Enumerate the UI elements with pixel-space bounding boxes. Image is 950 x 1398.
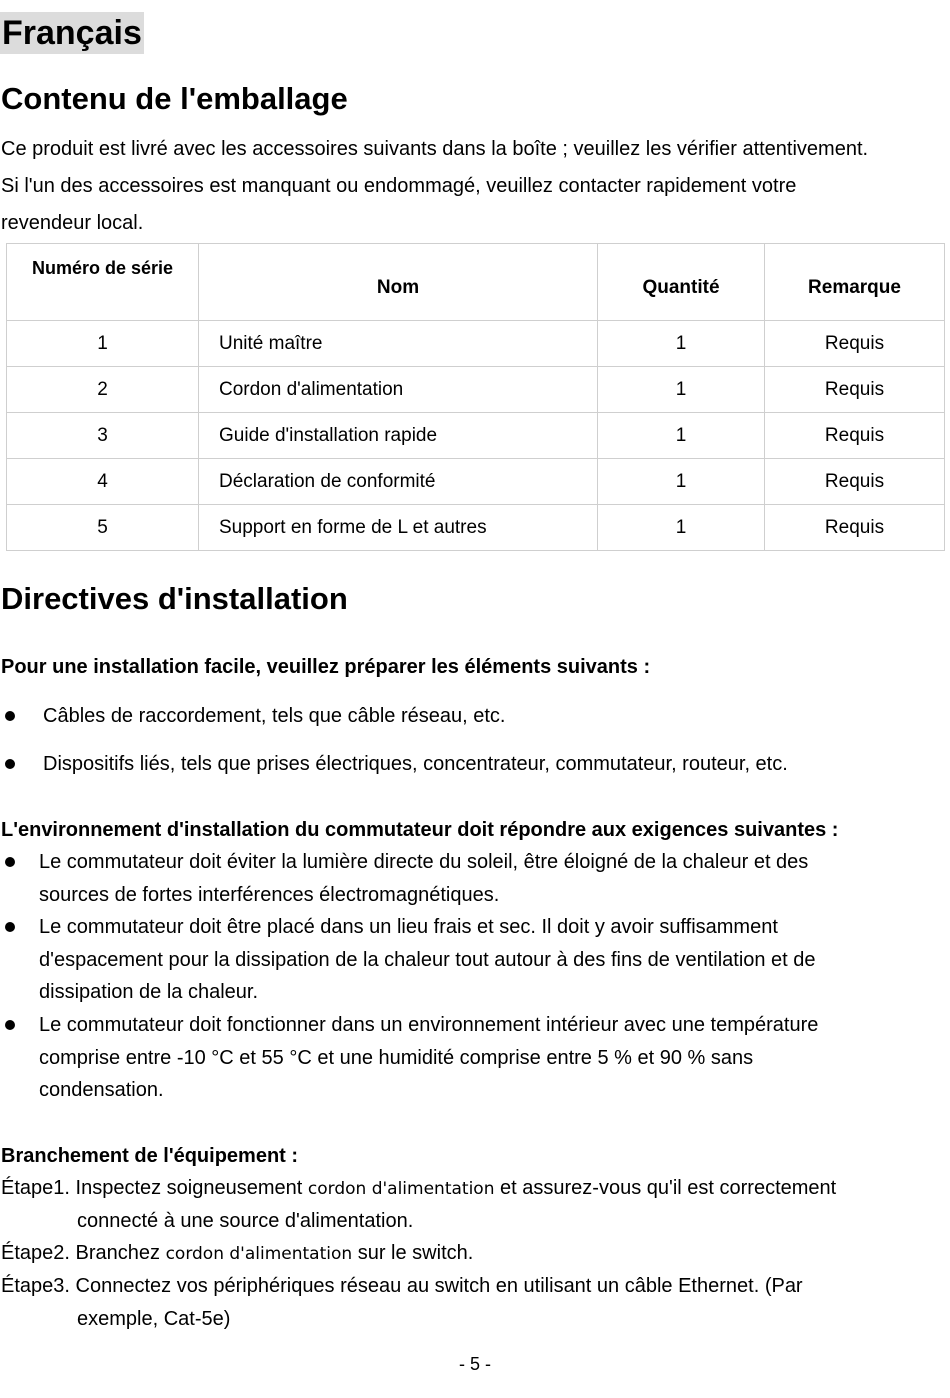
step-label: Étape3.	[1, 1275, 70, 1297]
cell-quantity: 1	[598, 321, 765, 367]
step-term: cordon d'alimentation	[165, 1244, 353, 1264]
environment-item-line: dissipation de la chaleur.	[39, 981, 259, 1003]
cell-quantity: 1	[598, 505, 765, 551]
step-label: Étape1.	[1, 1177, 70, 1199]
step-text: Inspectez soigneusement	[75, 1177, 303, 1199]
step-1	[1, 1172, 836, 1206]
intro-line: revendeur local.	[1, 212, 144, 234]
bullet-icon	[5, 759, 15, 769]
column-header-remark: Remarque	[765, 244, 945, 321]
package-contents-table	[6, 243, 945, 551]
preparation-item: Dispositifs liés, tels que prises électriques, concentrateur, commutateur, routeur, etc.	[43, 753, 788, 775]
language-heading: Français	[2, 14, 142, 52]
table-header-row	[7, 244, 945, 321]
column-header-name: Nom	[199, 244, 598, 321]
bullet-icon	[5, 922, 15, 932]
cell-serial-number: 5	[7, 505, 199, 551]
table-row	[7, 321, 945, 367]
package-intro	[1, 131, 946, 242]
cell-name: Cordon d'alimentation	[199, 367, 598, 413]
environment-heading: L'environnement d'installation du commutateur doit répondre aux exigences suivantes :	[1, 819, 839, 841]
preparation-item: Câbles de raccordement, tels que câble réseau, etc.	[43, 705, 506, 727]
environment-item	[39, 911, 919, 1009]
step-label: Étape2.	[1, 1242, 70, 1264]
environment-item-line: d'espacement pour la dissipation de la chaleur tout autour à des fins de ventilation et de	[39, 948, 816, 971]
environment-item-line: Le commutateur doit être placé dans un lieu frais et sec. Il doit y avoir suffisamment	[39, 916, 778, 938]
intro-line: Si l'un des accessoires est manquant ou endommagé, veuillez contacter rapidement votre	[1, 175, 797, 197]
step-text: sur le switch.	[357, 1242, 474, 1264]
cell-serial-number: 2	[7, 367, 199, 413]
step-1-continuation: connecté à une source d'alimentation.	[77, 1210, 414, 1232]
cell-serial-number: 1	[7, 321, 199, 367]
environment-item-line: comprise entre -10 °C et 55 °C et une humidité comprise entre 5 % et 90 % sans	[39, 1046, 754, 1069]
step-3	[1, 1270, 803, 1303]
page-number: - 5 -	[458, 1354, 491, 1374]
cell-quantity: 1	[598, 459, 765, 505]
installation-guidelines-title: Directives d'installation	[1, 581, 348, 616]
intro-line: Ce produit est livré avec les accessoires suivants dans la boîte ; veuillez les vérifier attentivement.	[1, 138, 869, 160]
cell-remark: Requis	[765, 413, 945, 459]
cell-quantity: 1	[598, 367, 765, 413]
step-text: Connectez vos périphériques réseau au switch en utilisant un câble Ethernet. (Par	[75, 1275, 803, 1297]
cell-serial-number: 3	[7, 413, 199, 459]
environment-item	[39, 1009, 919, 1107]
bullet-icon	[5, 711, 15, 721]
environment-item	[39, 846, 919, 911]
step-text: et assurez-vous qu'il est correctement	[500, 1177, 837, 1199]
table-row	[7, 367, 945, 413]
cell-remark: Requis	[765, 321, 945, 367]
column-header-serial-number: Numéro de série	[7, 244, 199, 321]
connection-heading: Branchement de l'équipement :	[1, 1145, 299, 1167]
bullet-icon	[5, 857, 15, 867]
cell-remark: Requis	[765, 367, 945, 413]
environment-item-line: Le commutateur doit fonctionner dans un environnement intérieur avec une température	[39, 1014, 819, 1036]
step-text: Branchez	[75, 1242, 161, 1264]
table-row	[7, 459, 945, 505]
cell-name: Unité maître	[199, 321, 598, 367]
step-3-continuation: exemple, Cat-5e)	[77, 1308, 231, 1330]
step-term: cordon d'alimentation	[307, 1179, 495, 1199]
cell-remark: Requis	[765, 505, 945, 551]
bullet-icon	[5, 1020, 15, 1030]
cell-remark: Requis	[765, 459, 945, 505]
cell-serial-number: 4	[7, 459, 199, 505]
environment-item-line: sources de fortes interférences électromagnétiques.	[39, 883, 500, 906]
table-row	[7, 505, 945, 551]
environment-item-line: condensation.	[39, 1079, 164, 1101]
cell-quantity: 1	[598, 413, 765, 459]
cell-name: Support en forme de L et autres	[199, 505, 598, 551]
step-2	[1, 1237, 473, 1271]
column-header-quantity: Quantité	[598, 244, 765, 321]
table-row	[7, 413, 945, 459]
cell-name: Déclaration de conformité	[199, 459, 598, 505]
package-contents-title: Contenu de l'emballage	[1, 81, 348, 116]
preparation-heading: Pour une installation facile, veuillez préparer les éléments suivants :	[1, 656, 651, 678]
environment-item-line: Le commutateur doit éviter la lumière directe du soleil, être éloigné de la chaleur et des	[39, 851, 809, 873]
cell-name: Guide d'installation rapide	[199, 413, 598, 459]
